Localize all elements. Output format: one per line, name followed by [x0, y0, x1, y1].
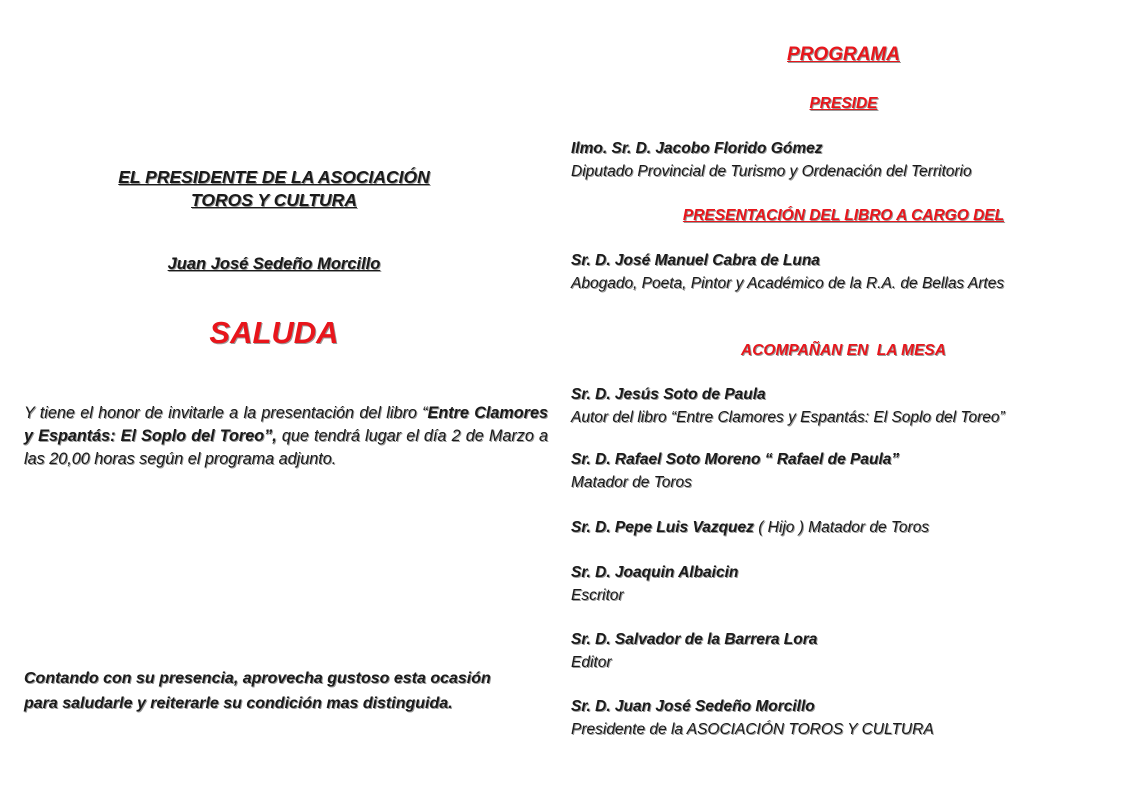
- entry-description: Abogado, Poeta, Pintor y Académico de la R.A. de Bellas Artes: [571, 274, 1005, 292]
- entry-description: ( Hijo ) Matador de Toros: [753, 519, 930, 536]
- entry-name: Ilmo. Sr. D. Jacobo Florido Gómez: [571, 140, 823, 157]
- program-entry: [571, 517, 1116, 540]
- president-name: Juan José Sedeño Morcillo: [167, 255, 381, 273]
- preside-heading: PRESIDE: [809, 95, 878, 112]
- entry-description: Autor del libro “Entre Clamores y Espantás: El Soplo del Toreo”: [571, 408, 1005, 426]
- association-title-line1: EL PRESIDENTE DE LA ASOCIACIÓN: [118, 167, 430, 187]
- entry-name: Sr. D. Salvador de la Barrera Lora: [571, 631, 818, 648]
- invitation-text-part1: Y tiene el honor de invitarle a la presentación del libro “: [24, 404, 428, 422]
- acompanan-heading-text: ACOMPAÑAN EN LA MESA: [741, 342, 946, 359]
- programa-heading: PROGRAMA: [787, 44, 900, 65]
- entry-name: Sr. D. Pepe Luis Vazquez: [571, 519, 754, 536]
- entry-description: Presidente de la ASOCIACIÓN TOROS Y CULTURA: [571, 720, 934, 738]
- invitation-text-part2: que tendrá lugar el día 2 de Marzo a las 20,00 horas según el programa adjunto.: [24, 427, 549, 468]
- program-entry: [571, 449, 1116, 494]
- program-entry: [571, 629, 1116, 674]
- association-title-line2: TOROS Y CULTURA: [191, 190, 357, 210]
- closing-text: Contando con su presencia, aprovecha gustoso esta ocasión para saludarle y reiterarle su condición mas distinguida.: [24, 670, 491, 712]
- presentacion-heading: PRESENTACIÓN DEL LIBRO A CARGO DEL: [682, 207, 1005, 224]
- association-title: [24, 166, 524, 212]
- entry-name: Sr. D. José Manuel Cabra de Luna: [571, 252, 820, 269]
- entry-name: Sr. D. Joaquin Albaicin: [571, 564, 739, 581]
- acompanan-heading: [571, 342, 1116, 360]
- program-entry: [571, 384, 1116, 429]
- book-title: Entre Clamores y Espantás: El Soplo del Toreo”,: [24, 404, 548, 445]
- invitation-text: [24, 402, 548, 471]
- program-entry: [571, 250, 1116, 295]
- program-entry: [571, 696, 1116, 741]
- program-entry: [571, 562, 1116, 607]
- entry-description: Matador de Toros: [571, 473, 692, 491]
- saluda-heading: SALUDA: [209, 315, 339, 350]
- entry-name: Sr. D. Rafael Soto Moreno “ Rafael de Paula”: [571, 451, 900, 468]
- program-entry: [571, 138, 1116, 183]
- right-panel: [571, 0, 1116, 793]
- entry-description: Escritor: [571, 586, 624, 604]
- left-panel: [24, 0, 548, 793]
- entry-name: Sr. D. Juan José Sedeño Morcillo: [571, 698, 815, 715]
- entry-name: Sr. D. Jesús Soto de Paula: [571, 386, 766, 403]
- entry-description: Diputado Provincial de Turismo y Ordenación del Territorio: [571, 162, 972, 180]
- entry-description: Editor: [571, 653, 612, 671]
